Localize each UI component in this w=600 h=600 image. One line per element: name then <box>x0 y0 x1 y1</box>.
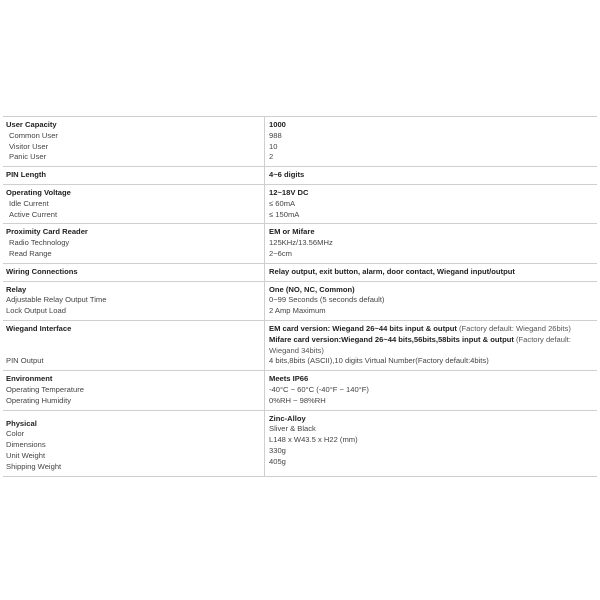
spec-sublabel: Adjustable Relay Output Time <box>6 295 107 305</box>
spec-subvalue: 2 Amp Maximum <box>269 306 326 316</box>
spec-subvalue: 10 <box>269 141 278 151</box>
spec-row-proximity-card-reader <box>3 224 597 263</box>
spec-value: 1000 <box>269 120 286 129</box>
spec-sublabel: Idle Current <box>9 198 49 208</box>
wiegand-em-line <box>269 324 594 335</box>
wiegand-mifare-line <box>269 335 594 357</box>
spec-row-relay <box>3 282 597 321</box>
spec-label: User Capacity <box>6 120 57 129</box>
spec-table <box>3 116 597 477</box>
wiegand-em-spec: EM card version: Wiegand 26~44 bits input & output <box>269 323 457 333</box>
spec-subvalue: ≤ 60mA <box>269 198 296 208</box>
spec-subvalue: 2~6cm <box>269 248 293 258</box>
spec-label: Physical <box>6 418 37 428</box>
spec-label: Wiegand Interface <box>6 323 72 333</box>
spec-sublabel: Common User <box>9 130 58 140</box>
spec-value: Zinc-Alloy <box>269 413 306 423</box>
spec-sublabel: Color <box>6 429 25 439</box>
spec-subvalue: 330g <box>269 445 286 455</box>
spec-sublabel: Shipping Weight <box>6 461 62 471</box>
spec-sublabel: Read Range <box>9 248 52 258</box>
spec-label: PIN Length <box>6 170 47 180</box>
spec-subvalue: 125KHz/13.56MHz <box>269 238 333 248</box>
spec-subvalue: ≤ 150mA <box>269 209 300 219</box>
spec-subvalue: L148 x W43.5 x H22 (mm) <box>269 435 358 445</box>
spec-subvalue: 988 <box>269 130 282 140</box>
spec-sublabel: Visitor User <box>9 141 49 151</box>
spec-sublabel: Unit Weight <box>6 450 46 460</box>
spec-sublabel: Radio Technology <box>9 238 70 248</box>
spec-subvalue: -40°C ~ 60°C (-40°F ~ 140°F) <box>269 384 369 394</box>
spec-label: Operating Voltage <box>6 187 71 197</box>
spec-value: Relay output, exit button, alarm, door contact, Wiegand input/output <box>269 266 515 276</box>
spec-value: 4~6 digits <box>269 170 305 180</box>
spec-row-wiring-connections <box>3 264 597 282</box>
spec-subvalue: 4 bits,8bits (ASCII),10 digits Virtual Number(Factory default:4bits) <box>269 356 489 366</box>
spec-sublabel: Operating Humidity <box>6 395 71 405</box>
spec-row-pin-length <box>3 167 597 185</box>
spec-subvalue: Sliver & Black <box>269 424 316 434</box>
spec-sublabel: Dimensions <box>6 440 46 450</box>
spec-row-user-capacity <box>3 117 597 167</box>
spec-sublabel: Active Current <box>9 209 58 219</box>
spec-sublabel: Lock Output Load <box>6 306 66 316</box>
spec-subvalue: 2 <box>269 152 274 162</box>
spec-subvalue: 0~99 Seconds (5 seconds default) <box>269 295 385 305</box>
spec-row-environment <box>3 371 597 410</box>
wiegand-mifare-spec: Mifare card version:Wiegand 26~44 bits,56bits,58bits input & output <box>269 334 514 344</box>
spec-sublabel: PIN Output <box>6 356 44 366</box>
spec-label: Proximity Card Reader <box>6 227 88 237</box>
spec-subvalue: 0%RH ~ 98%RH <box>269 395 326 405</box>
spec-subvalue: 405g <box>269 456 286 466</box>
spec-sublabel: Operating Temperature <box>6 384 84 394</box>
spec-label: Relay <box>6 284 27 294</box>
wiegand-mifare-default: (Factory default: Wiegand 34bits) <box>269 334 571 355</box>
spec-value: EM or Mifare <box>269 227 315 237</box>
spec-row-physical <box>3 411 597 477</box>
spec-label: Wiring Connections <box>6 266 78 276</box>
spec-value: 12~18V DC <box>269 187 309 197</box>
wiegand-em-default: (Factory default: Wiegand 26bits) <box>456 323 571 333</box>
spec-row-operating-voltage <box>3 185 597 224</box>
spec-sublabel: Panic User <box>9 152 47 162</box>
spec-value: Meets IP66 <box>269 374 309 384</box>
spec-value: One (NO, NC, Common) <box>269 284 355 294</box>
spec-row-wiegand-interface <box>3 321 597 371</box>
spec-label: Environment <box>6 374 53 384</box>
